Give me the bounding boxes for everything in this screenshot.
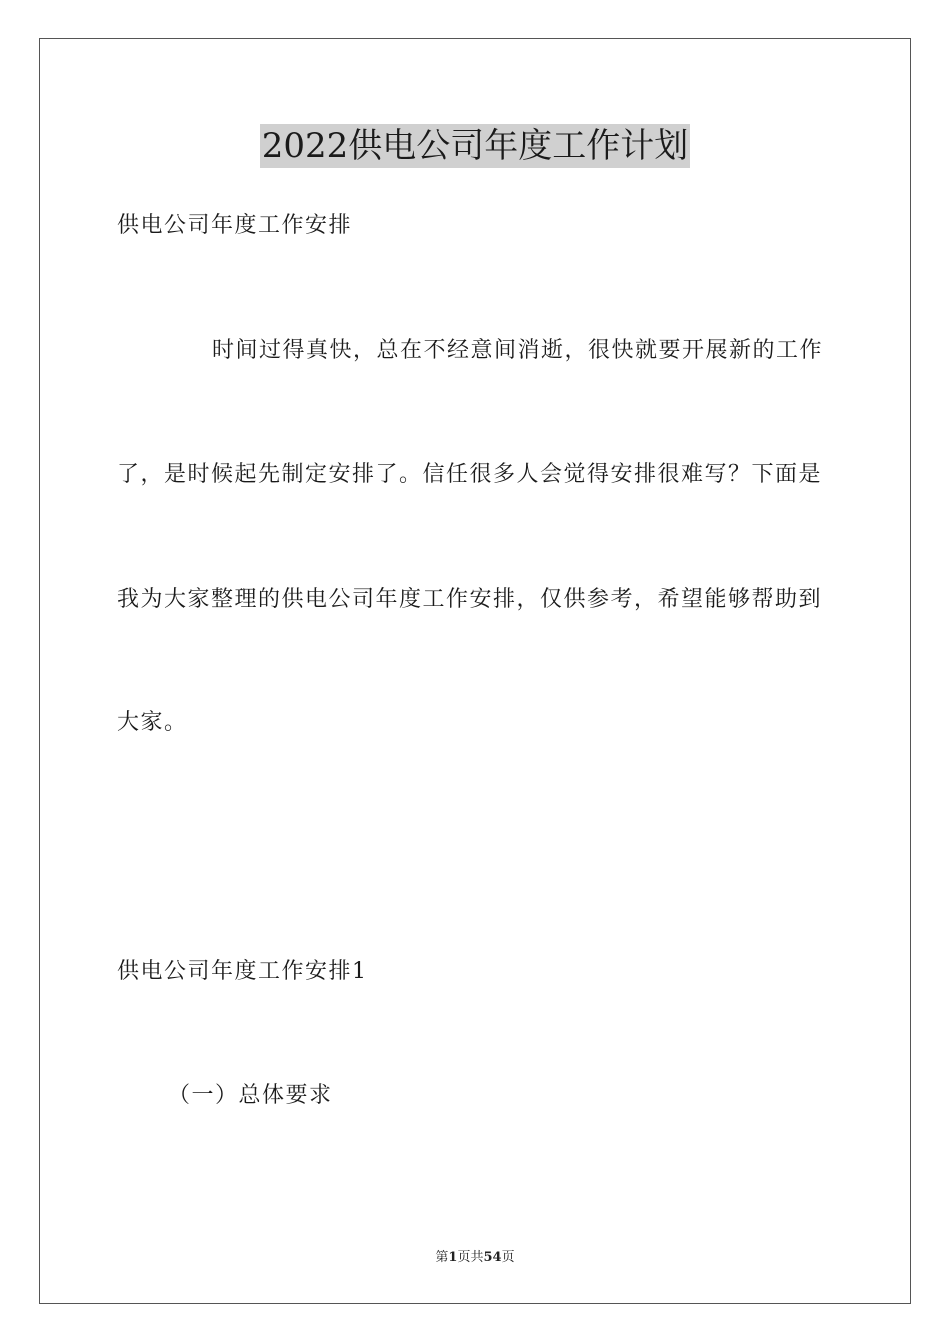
paragraph-line-4: 大家。 [117,710,188,735]
title-container [0,124,950,168]
page-suffix: 页 [457,1250,471,1265]
paragraph-line-3: 我为大家整理的供电公司年度工作安排，仅供参考，希望能够帮助到 [117,587,823,612]
total-pages: 54 [483,1250,502,1265]
page-prefix: 第 [435,1250,449,1265]
total-suffix: 页 [501,1250,515,1265]
document-subtitle: 供电公司年度工作安排 [117,213,353,238]
section-heading: 供电公司年度工作安排1 [117,959,368,984]
paragraph-line-1: 时间过得真快，总在不经意间消逝，很快就要开展新的工作 [212,338,824,363]
page-number: 1 [448,1250,458,1265]
page-footer [0,1249,950,1267]
total-prefix: 共 [470,1250,484,1265]
paragraph-line-2: 了，是时候起先制定安排了。信任很多人会觉得安排很难写？下面是 [117,462,823,487]
document-title: 2022供电公司年度工作计划 [261,126,689,166]
subsection-heading: （一）总体要求 [168,1083,333,1108]
